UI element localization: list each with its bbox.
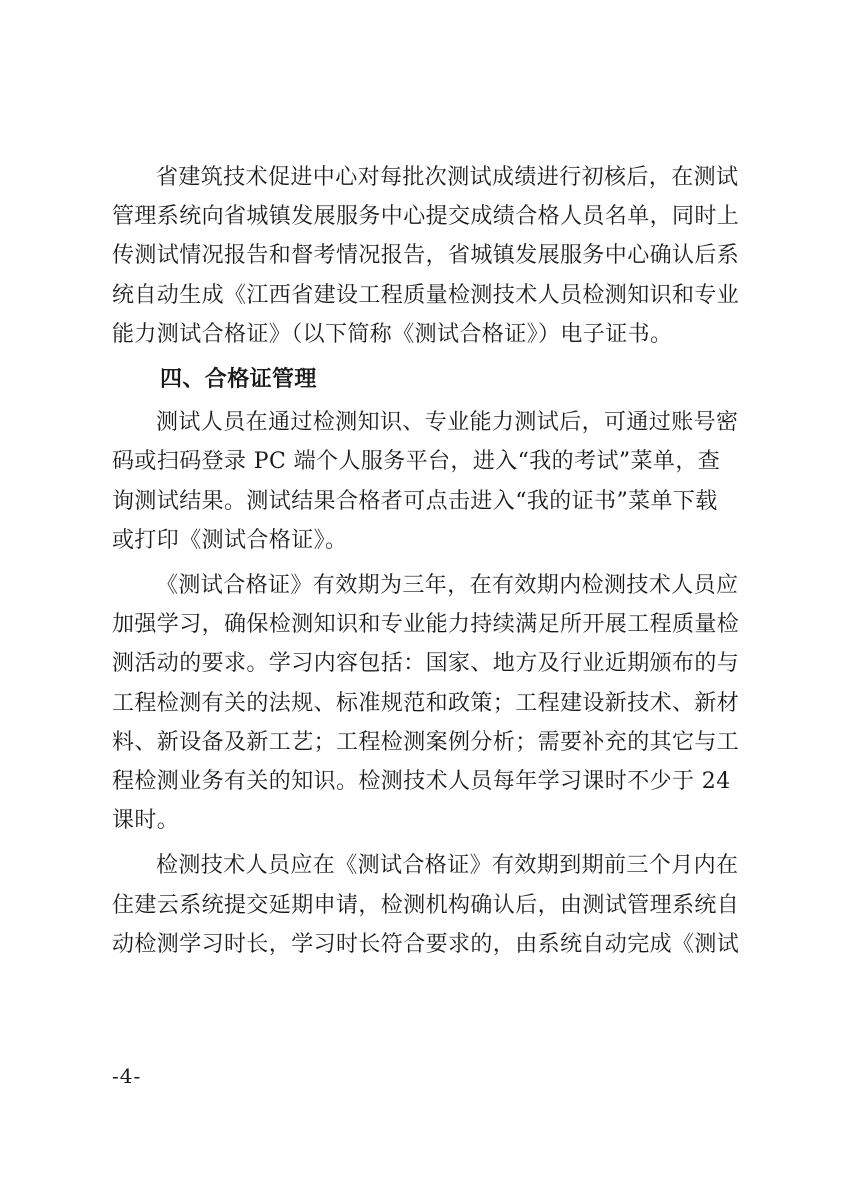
text-line: 动检测学习时长，学习时长符合要求的，由系统自动完成《测试 xyxy=(112,931,740,957)
paragraph-certificate-validity xyxy=(112,566,748,840)
text-line: 统自动生成《江西省建设工程质量检测技术人员检测知识和专业 xyxy=(112,282,740,308)
text-line: 省建筑技术促进中心对每批次测试成绩进行初核后，在测试 xyxy=(156,165,739,190)
paragraph-score-review xyxy=(112,158,748,354)
text-line: 加强学习，确保检测知识和专业能力持续满足所开展工程质量检 xyxy=(112,612,740,638)
page-number: -4- xyxy=(112,1064,142,1088)
text-line: 能力测试合格证》（以下简称《测试合格证》）电子证书。 xyxy=(112,321,673,347)
text-line: 询测试结果。测试结果合格者可点击进入“我的证书”菜单下载 xyxy=(112,488,718,514)
text-line: 工程检测有关的法规、标准规范和政策；工程建设新技术、新材 xyxy=(112,690,740,716)
text-line: 测试人员在通过检测知识、专业能力测试后，可通过账号密 xyxy=(156,410,739,436)
text-line: 住建云系统提交延期申请，检测机构确认后，由测试管理系统自 xyxy=(112,892,740,918)
text-line: 料、新设备及新工艺；工程检测案例分析；需要补充的其它与工 xyxy=(112,729,740,755)
text-line: 课时。 xyxy=(112,808,180,834)
text-line: 检测技术人员应在《测试合格证》有效期到期前三个月内在 xyxy=(156,853,739,879)
text-line: 管理系统向省城镇发展服务中心提交成绩合格人员名单，同时上 xyxy=(112,204,740,230)
section-heading: 四、合格证管理 xyxy=(160,367,317,393)
text-line: 《测试合格证》有效期为三年，在有效期内检测技术人员应 xyxy=(156,573,739,599)
paragraph-extension-application xyxy=(112,846,748,964)
text-line: 测活动的要求。学习内容包括：国家、地方及行业近期颁布的与 xyxy=(112,651,740,677)
text-line: 传测试情况报告和督考情况报告，省城镇发展服务中心确认后系 xyxy=(112,243,740,269)
paragraph-result-query xyxy=(112,403,748,560)
text-line: 程检测业务有关的知识。检测技术人员每年学习课时不少于 24 xyxy=(112,769,731,795)
document-body xyxy=(112,158,748,964)
text-line: 或打印《测试合格证》。 xyxy=(112,527,348,553)
text-line: 码或扫码登录 PC 端个人服务平台，进入“我的考试”菜单，查 xyxy=(112,449,721,475)
